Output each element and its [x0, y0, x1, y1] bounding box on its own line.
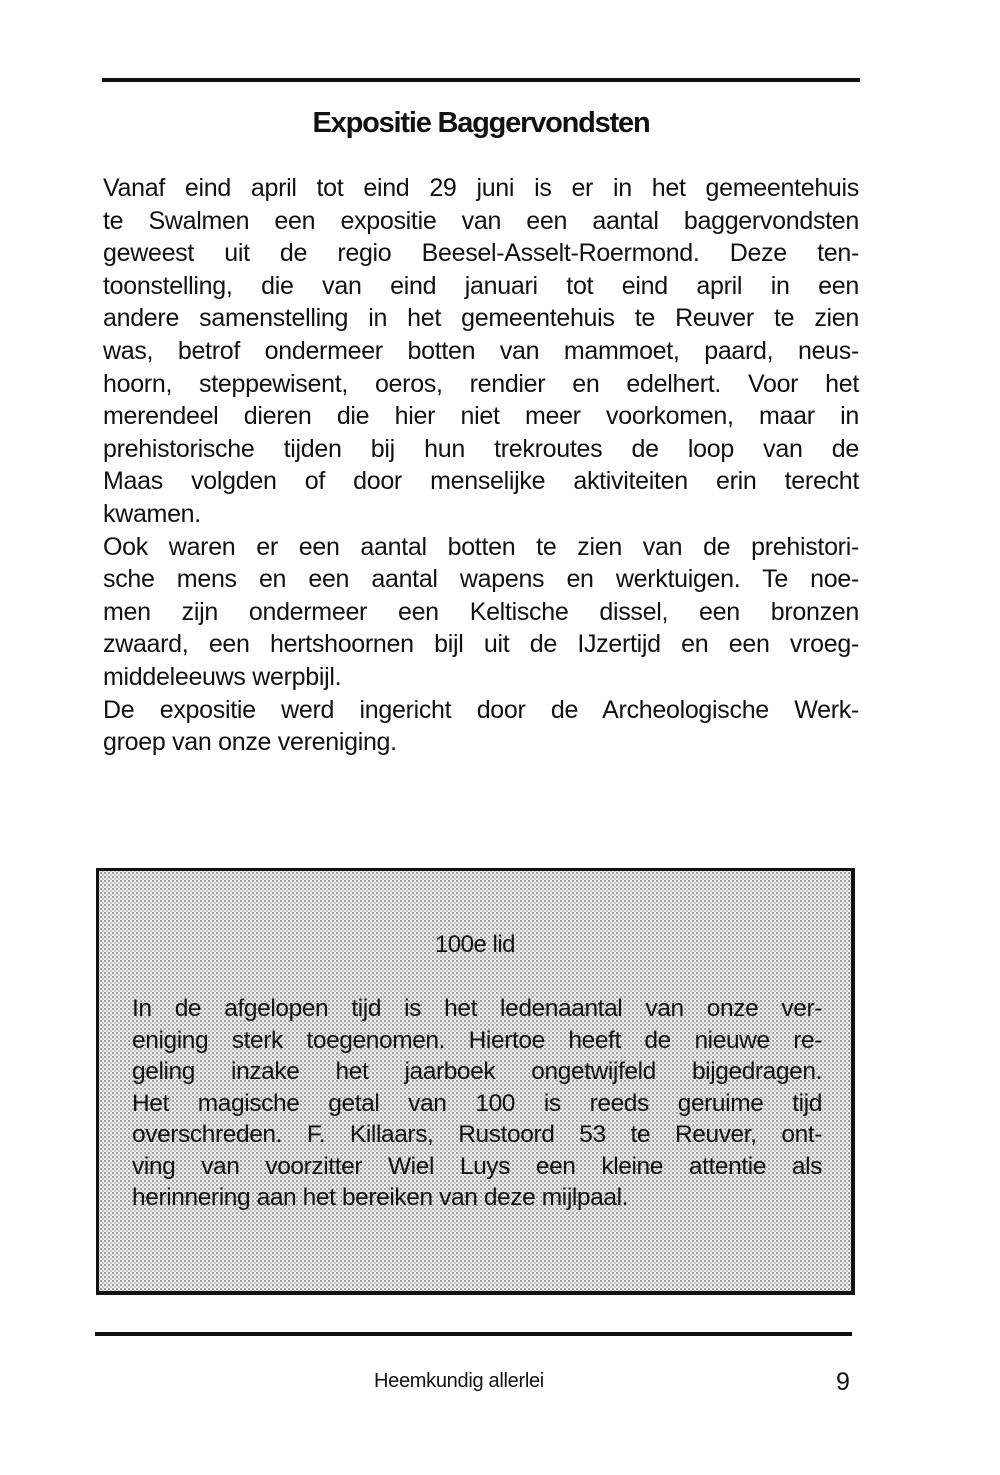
article-line: merendeel dieren die hier niet meer voorkomen, maar in [103, 402, 859, 431]
bottom-rule [95, 1332, 852, 1336]
article-body [103, 172, 859, 759]
article-line: Vanaf eind april tot eind 29 juni is er in het gemeentehuis [103, 174, 859, 202]
article-line: te Swalmen een expositie van een aantal baggervondsten [103, 206, 859, 235]
article-line: Ook waren er een aantal botten te zien van de prehistori- [103, 532, 859, 561]
article-line: geweest uit de regio Beesel-Asselt-Roermond. Deze ten- [103, 239, 859, 268]
article-line: sche mens en een aantal wapens en werktuigen. Te noe- [103, 565, 859, 594]
notice-line: Het magische getal van 100 is reeds geruime tijd [132, 1089, 822, 1117]
top-rule [102, 78, 860, 82]
article-line: kwamen. [103, 499, 201, 528]
notice-line: ving van voorzitter Wiel Luys een kleine attentie als [132, 1152, 822, 1180]
article-line: was, betrof ondermeer botten van mammoet, paard, neus- [103, 336, 859, 365]
article-line: toonstelling, die van eind januari tot eind april in een [103, 271, 859, 300]
notice-line: overschreden. F. Killaars, Rustoord 53 te Reuver, ont- [132, 1121, 822, 1148]
article-line: zwaard, een hertshoornen bijl uit de IJzertijd en een vroeg- [103, 630, 859, 659]
article-line: men zijn ondermeer een Keltische dissel, een bronzen [103, 597, 859, 626]
article-line: prehistorische tijden bij hun trekroutes de loop van de [103, 434, 859, 463]
notice-box-body [132, 993, 822, 1214]
article-title: Expositie Baggervondsten [312, 107, 650, 139]
notice-line: geling inzake het jaarboek ongetwijfeld bijgedragen. [132, 1058, 822, 1085]
article-line: hoorn, steppewisent, oeros, rendier en edelhert. Voor het [103, 369, 859, 398]
footer-publication-name: Heemkundig allerlei [374, 1370, 544, 1392]
notice-line: herinnering aan het bereiken van deze mijlpaal. [132, 1184, 629, 1211]
article-line: andere samenstelling in het gemeentehuis te Reuver te zien [103, 304, 859, 333]
notice-line: In de afgelopen tijd is het ledenaantal van onze ver- [132, 995, 822, 1022]
article-line: Maas volgden of door menselijke aktiviteiten erin terecht [103, 467, 859, 496]
notice-box-title: 100e lid [434, 931, 516, 958]
article-line: groep van onze vereniging. [103, 728, 397, 757]
page-number: 9 [836, 1368, 850, 1396]
article-line: De expositie werd ingericht door de Archeologische Werk- [103, 695, 859, 724]
article-line: middeleeuws werpbijl. [103, 662, 342, 691]
notice-box [96, 868, 855, 1295]
notice-line: eniging sterk toegenomen. Hiertoe heeft de nieuwe re- [132, 1026, 822, 1054]
